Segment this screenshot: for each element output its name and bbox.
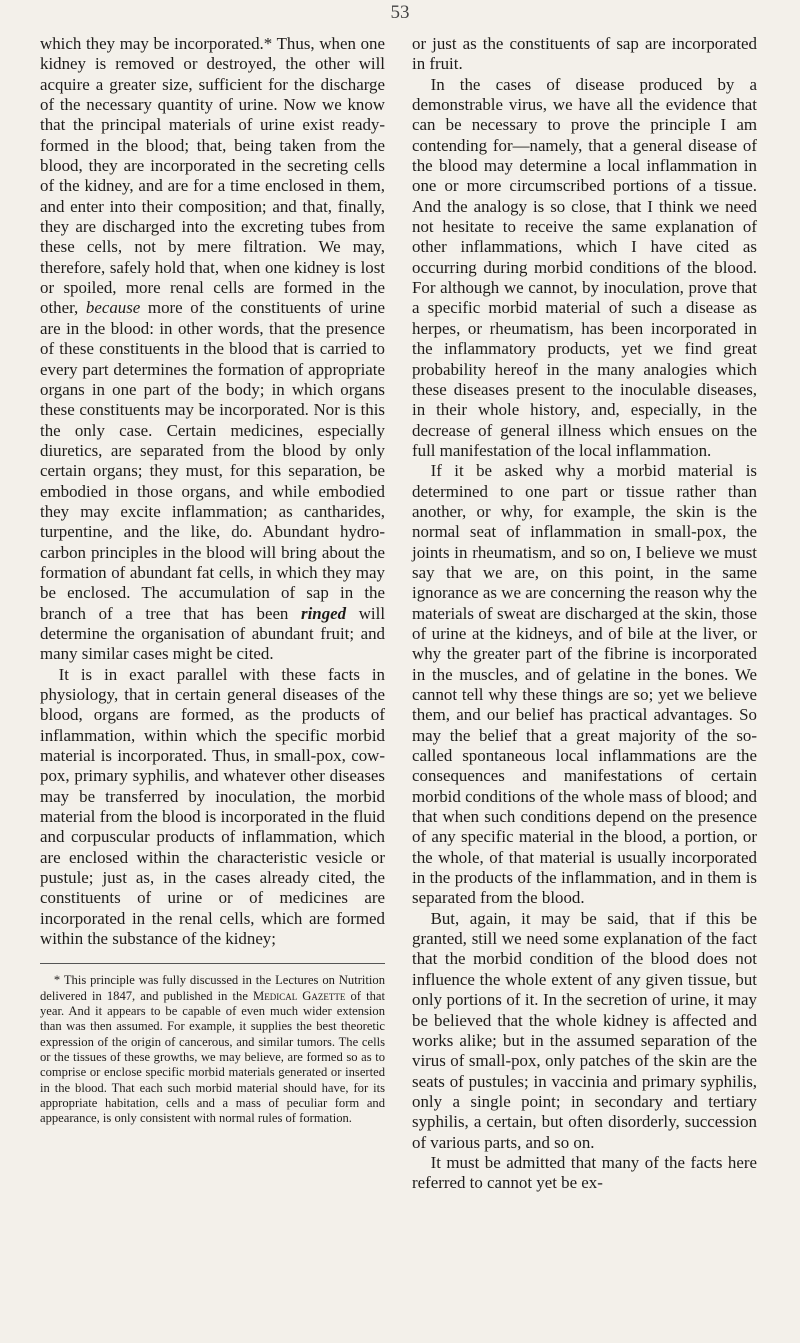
text-run: In the cases of disease produced by a demonstrable virus, we have all the evidence that can be necessary to prove the principle I am contending for—namely, that a general disease of the blood may determine a local inflammation in one or more circumscribed portions of a tissue. And the analogy is so close, that I think we need not hesitate to receive the same explanation of other inflammations, which I have cited as occurring during morbid conditions of the blood. For although we cannot, by inoculation, prove that a specific morbid material of such a disease as herpes, or rheumatism, has been incorporated in the inflammatory products, yet we find great probability hereof in the many analogies which these diseases present to the inoculable diseases, in their whole history, and, especially, in the decrease of general illness which ensues on the full manifestation of the local inflammation. xyxy=(412,74,757,460)
paragraph xyxy=(412,909,757,1153)
text-run: It must be admitted that many of the facts here referred to cannot yet be ex- xyxy=(412,1152,757,1193)
text-run: But, again, it may be said, that if this be granted, still we need some explanation of the fact that the morbid condition of the blood does not influence the whole extent of any given tissue, but only portions of it. In the secretion of urine, it may be believed that the whole kidney is affected and works alike; but in the assumed separation of the virus of small-pox, only patches of the skin are the seats of pustules; in vaccinia and primary syphilis, only a single point; in secondary and tertiary syphilis, a certain, but often disorderly, succession of various parts, and so on. xyxy=(412,908,757,1152)
emphasis-text: Medical Gazette xyxy=(253,988,346,1003)
text-run: of that year. And it appears to be capable of even much wider extension than was then assumed. For example, it supplies the best theoretic expression of the origin of cancerous, and similar tumors. The cells or the tissues of these growths, we may believe, are formed so as to comprise or enclose specific morbid materials generated or inserted in the blood. That each such morbid material should have, for its appropriate habitation, cells and a mass of peculiar form and appearance, is only consistent with normal rules of formation. xyxy=(40,988,385,1126)
text-run: * This principle was fully discussed in the Lectures on Nutrition delivered in 1847, and published in the xyxy=(40,973,385,1003)
right-column xyxy=(412,34,757,1194)
text-run: more of the constituents of urine are in the blood: in other words, that the presence of these constituents in the blood that is carried to every part determines the formation of appropriate organs in one part of the body; in which organs these constituents may be incorporated. Nor is this the only case. Certain medicines, especially diuretics, are separated from the blood by only certain organs; they must, for this separation, be embodied in those organs, and while embodied they may excite inflammation; as cantharides, turpentine, and the like, do. Abundant hydro-carbon principles in the blood will bring about the formation of abundant fat cells, in which they may be enclosed. The accumulation of sap in the branch of a tree that has been xyxy=(40,298,385,623)
text-run: It is in exact parallel with these facts in physiology, that in certain general diseases of the blood, organs are formed, as the products of inflammation, within which the specific morbid material is incorporated. Thus, in small-pox, cow-pox, primary syphilis, and whatever other diseases may be transferred by inoculation, the morbid material from the blood is incorporated in the fluid and corpuscular products of inflammation, which are enclosed within the characteristic vesicle or pustule; just as, in the cases already cited, the constituents of urine or of medicines are incorporated in the renal cells, which are formed within the substance of the kidney; xyxy=(40,664,385,949)
footnote xyxy=(40,973,385,1126)
page-number: 53 xyxy=(390,2,410,23)
paragraph xyxy=(412,461,757,909)
paragraph xyxy=(412,75,757,462)
footnote-rule xyxy=(40,963,385,964)
text-run: If it be asked why a morbid material is determined to one part or tissue rather than another, or why, for example, the skin is the normal seat of inflammation in small-pox, the joints in rheumatism, and so on, I believe we must say that we are, on this point, in the same ignorance as we are concerning the reason why the materials of sweat are discharged at the skin, those of urine at the kidneys, and of bile at the liver, or why the greater part of the fibrine is incorporated in the muscles, and of gelatine in the bones. We cannot tell why these things are so; yet we believe them, and our belief has practical advantages. So may the belief that a great majority of the so-called spontaneous local inflammations are the consequences and manifestations of certain morbid conditions of the whole mass of blood; and that when such conditions depend on the presence of any specific material in the blood, a portion, or the whole, of that material is usually incorporated in the products of the inflammation, and in them is separated from the blood. xyxy=(412,461,757,908)
emphasis-text: ringed xyxy=(301,603,347,623)
text-run: or just as the constituents of sap are incorporated in fruit. xyxy=(412,34,757,74)
left-column xyxy=(40,34,385,1126)
emphasis-text xyxy=(301,604,346,623)
text-run: will determine the organisation of abundant fruit; and many similar cases might be cited. xyxy=(40,603,386,664)
emphasis-text: because xyxy=(85,298,141,318)
paragraph xyxy=(40,665,385,950)
text-run: which they may be incorporated. xyxy=(40,34,264,53)
paragraph xyxy=(412,1153,757,1194)
paragraph xyxy=(40,34,385,665)
paragraph xyxy=(412,34,757,75)
text-run: * xyxy=(263,34,273,53)
left-column-body xyxy=(40,34,385,949)
right-column-body xyxy=(412,34,757,1194)
text-run: Thus, when one kidney is removed or destroyed, the other will acquire a greater size, sufficient for the discharge of the necessary quantity of urine. Now we know that the principal materials of urine exist ready-formed in the blood; that, being taken from the blood, they are incorporated in the secreting cells of the kidney, and are for a time enclosed in them, and enter into their composition; and that, finally, they are discharged into the excreting tubes from these cells, not by mere filtration. We may, therefore, safely hold that, when one kidney is lost or spoiled, more renal cells are formed in the other, xyxy=(40,34,385,318)
